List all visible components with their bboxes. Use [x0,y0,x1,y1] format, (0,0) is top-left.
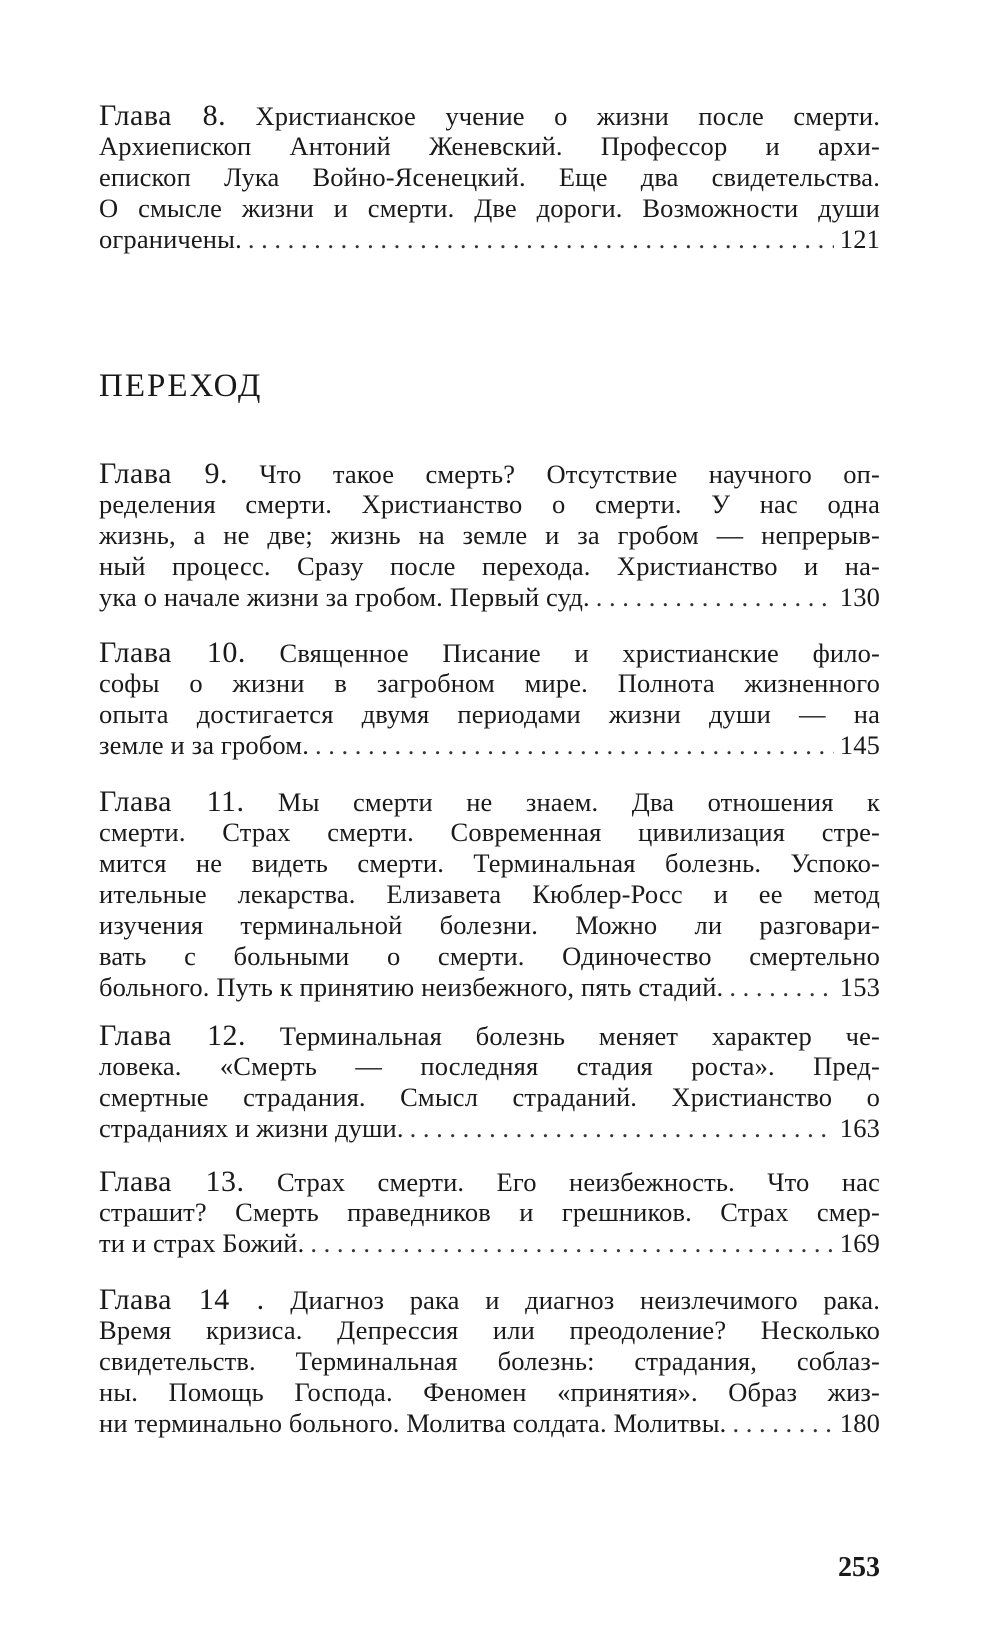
dot-leader [310,1228,833,1259]
toc-page-number[interactable]: 121 [839,224,880,254]
toc-entry-line [99,941,880,972]
toc-entry-text: Христианское учение о жизни после смерти. [255,101,880,131]
dot-leader [410,1113,834,1144]
toc-entry-text: ограничены. [99,224,242,254]
toc-entry [99,458,880,613]
toc-entry-text: опыта достигается двумя периодами жизни души — на [99,699,880,729]
toc-entry-line [99,1197,880,1228]
toc-entry-line [99,1051,880,1082]
toc-entry-text: Терминальная болезнь меняет характер че- [279,1021,880,1051]
toc-entry-text: смертные страдания. Смысл страданий. Христианство о [99,1082,880,1112]
toc-entry-line [99,910,880,941]
chapter-label: Глава 13. [99,1165,245,1198]
toc-entry-text: больного. Путь к принятию неизбежного, пять стадий. [99,972,724,1002]
toc-entry-line [99,1082,880,1113]
toc-entry [99,1020,880,1144]
toc-entry-text: вать с больными о смерти. Одиночество смертельно [99,941,880,971]
toc-page-number[interactable]: 153 [839,972,880,1002]
toc-page-number[interactable]: 145 [839,730,880,760]
toc-entry-text: ны. Помощь Господа. Феномен «принятия». Образ жиз- [99,1377,880,1407]
chapter-label: Глава 14 . [99,1283,265,1316]
toc-entry-line [99,817,880,848]
toc-entry-text: ука о начале жизни за гробом. Первый суд. [99,582,590,612]
dot-leader [596,582,834,613]
toc-entry [99,1166,880,1259]
toc-entry-text: жизнь, а не две; жизнь на земле и за гробом — непрерыв- [99,520,880,550]
toc-entry-text: страшит? Смерть праведников и грешников. Страх смер- [99,1197,880,1227]
toc-entry-text: ределения смерти. Христианство о смерти. У нас одна [99,489,880,519]
toc-page-number[interactable]: 163 [839,1113,880,1143]
toc-entry-text: свидетельств. Терминальная болезнь: страдания, соблаз- [99,1346,880,1376]
toc-entry-line [99,162,880,193]
toc-entry-line [99,489,880,520]
toc-entry-text: Диагноз рака и диагноз неизлечимого рака. [290,1285,880,1315]
toc-entry [99,637,880,761]
toc-entry-last-line [99,1228,880,1259]
toc-entry-line [99,699,880,730]
toc-entry-text: ни терминально больного. Молитва солдата. Молитвы. [99,1408,727,1438]
toc-entry-text: страданиях и жизни души. [99,1113,404,1143]
toc-entry-text: Страх смерти. Его неизбежность. Что нас [276,1167,880,1197]
toc-entry-last-line [99,730,880,761]
toc-page-number[interactable]: 169 [839,1228,880,1258]
toc-entry-last-line [99,1113,880,1144]
toc-entry-line [99,1346,880,1377]
toc-entry-text: ный процесс. Сразу после перехода. Христианство и на- [99,551,880,581]
toc-entry-text: изучения терминальной болезни. Можно ли разговари- [99,910,880,940]
toc-entry-text: софы о жизни в загробном мире. Полнота жизненного [99,668,880,698]
chapter-label: Глава 11. [99,785,245,818]
toc-entry-line [99,1284,880,1315]
toc-entry-text: епископ Лука Войно-Ясенецкий. Еще два свидетельства. [99,162,880,192]
toc-entry [99,1284,880,1439]
toc-entry-line [99,193,880,224]
toc-entry-line [99,131,880,162]
toc-entry-line [99,879,880,910]
dot-leader [248,224,834,255]
toc-entry-line [99,100,880,131]
toc-entry-text: ительные лекарства. Елизавета Кюблер-Росс и ее метод [99,879,880,909]
toc-entry-text: мится не видеть смерти. Терминальная болезнь. Успоко- [99,848,880,878]
toc-entry-text: Архиепископ Антоний Женевский. Профессор и архи- [99,131,880,161]
toc-entry-line [99,786,880,817]
toc-entry-line [99,1020,880,1051]
toc-entry-text: Время кризиса. Депрессия или преодоление? Несколько [99,1315,880,1345]
toc-entry-text: ловека. «Смерть — последняя стадия роста». Пред- [99,1051,880,1081]
toc-entry-text: земле и за гробом. [99,730,309,760]
toc-entry-last-line [99,1408,880,1439]
toc-entry-line [99,637,880,668]
toc-entry-text: Мы смерти не знаем. Два отношения к [277,787,880,817]
toc-entry-line [99,1166,880,1197]
toc-entry-last-line [99,224,880,255]
chapter-label: Глава 8. [99,99,227,132]
toc-entry-text: Священное Писание и христианские фило- [279,638,880,668]
toc-entry-last-line [99,972,880,1003]
dot-leader [729,972,833,1003]
chapter-label: Глава 10. [99,636,246,669]
chapter-label: Глава 12. [99,1019,246,1052]
toc-entry-line [99,1377,880,1408]
chapter-label: Глава 9. [99,457,229,490]
dot-leader [315,730,834,761]
toc-entry-line [99,1315,880,1346]
toc-entry-text: О смысле жизни и смерти. Две дороги. Возможности души [99,193,880,223]
toc-entry-text: Что такое смерть? Отсутствие научного оп- [259,459,880,489]
page-number: 253 [838,1552,880,1583]
toc-entry-line [99,458,880,489]
dot-leader [732,1408,833,1439]
toc-page-number[interactable]: 180 [839,1408,880,1438]
toc-entry-last-line [99,582,880,613]
toc-entry [99,100,880,255]
toc-entry-text: ти и страх Божий. [99,1228,305,1258]
toc-entry-line [99,668,880,699]
toc-page-number[interactable]: 130 [839,582,880,612]
section-heading: ПЕРЕХОД [99,368,263,404]
toc-entry-line [99,551,880,582]
toc-entry-line [99,520,880,551]
toc-entry-line [99,848,880,879]
toc-entry [99,786,880,1003]
toc-entry-text: смерти. Страх смерти. Современная цивилизация стре- [99,817,880,847]
